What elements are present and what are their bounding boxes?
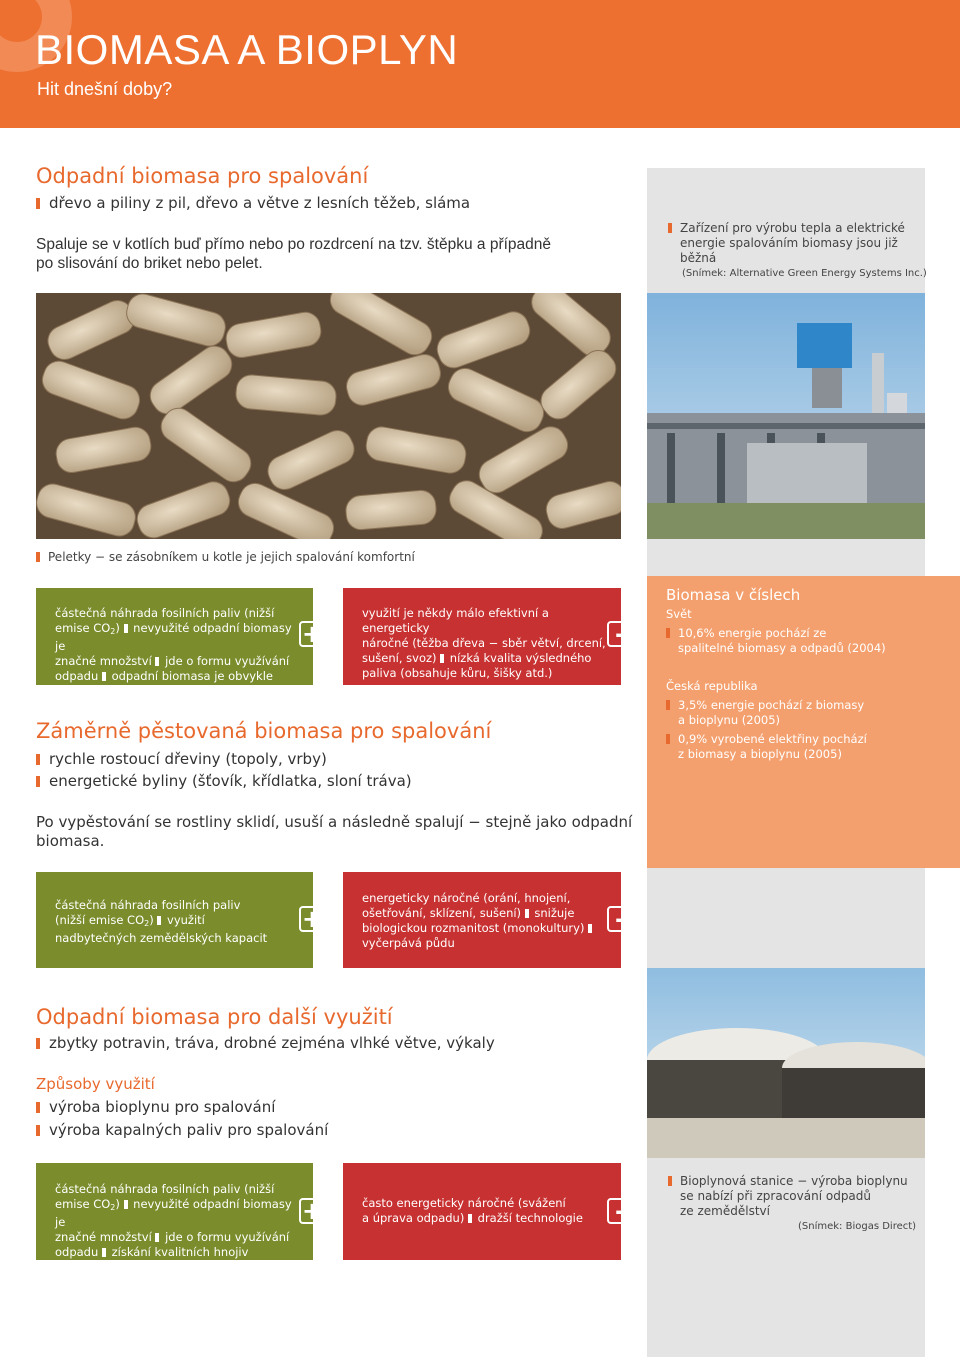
section-heading-waste-other: Odpadní biomasa pro další využití	[36, 1005, 393, 1029]
plant-photo-caption: Zařízení pro výrobu tepla a elektrické energie spalováním biomasy jsou již běžná	[668, 221, 928, 266]
stats-item: 0,9% vyrobené elektřiny pochází z biomasy a bioplynu (2005)	[666, 732, 867, 762]
cons-box-grown-biomass: energeticky náročné (orání, hnojení, ošetřování, sklízení, sušení) snižuje biologickou rozmanitost (monokultury) vyčerpává půdu -	[343, 872, 621, 968]
plus-icon: +	[299, 906, 325, 932]
bullet-item: rychle rostoucí dřeviny (topoly, vrby)	[36, 750, 327, 768]
plus-icon: +	[299, 1198, 325, 1224]
subheading-uses: Způsoby využití	[36, 1075, 155, 1093]
bullet-marker	[36, 1038, 40, 1049]
pellets-photo	[36, 293, 621, 539]
section-paragraph: Po vypěstování se rostliny sklidí, usuší a následně spalují − stejně jako odpadní biomasa.	[36, 813, 633, 850]
bullet-marker	[36, 1102, 40, 1113]
stats-cz-label: Česká republika	[666, 679, 758, 693]
bullet-marker	[666, 700, 670, 710]
page-subtitle: Hit dnešní doby?	[37, 79, 173, 99]
bullet-marker	[36, 1125, 40, 1136]
plus-icon: +	[299, 621, 325, 647]
biomass-plant-photo	[647, 293, 925, 539]
pellets-photo-caption: Peletky − se zásobníkem u kotle je jejich spalování komfortní	[36, 550, 415, 565]
bullet-marker	[36, 776, 40, 787]
bullet-item: výroba bioplynu pro spalování	[36, 1098, 275, 1116]
photo-credit: (Snímek: Alternative Green Energy Systems Inc.)	[682, 268, 927, 279]
bullet-marker	[666, 734, 670, 744]
pros-box-grown-biomass: částečná náhrada fosilních paliv (nižší emise $CO_2$) využití nadbytečných zemědělských kapacit +	[36, 872, 313, 968]
minus-icon: -	[607, 906, 633, 932]
stats-item: 3,5% energie pochází z biomasy a bioplynu (2005)	[666, 698, 864, 728]
stats-box	[647, 576, 960, 868]
bullet-marker	[36, 552, 40, 562]
minus-icon: -	[607, 621, 633, 647]
pros-box-waste-biomass: částečná náhrada fosilních paliv (nižší emise $CO_2$) nevyužité odpadní biomasy je značné množství jde o formu využívání odpadu odpadní biomasa je obvykle levná +	[36, 588, 313, 685]
biogas-photo-caption: Bioplynová stanice − výroba bioplynu se nabízí při zpracování odpadů ze zemědělství	[668, 1174, 928, 1219]
section-paragraph: Spaluje se v kotlích buď přímo nebo po rozdrcení na tzv. štěpku a případně po slisování do briket nebo pelet.	[36, 236, 552, 272]
section-heading-grown-biomass: Záměrně pěstovaná biomasa pro spalování	[36, 719, 492, 743]
bullet-marker	[666, 628, 670, 638]
bullet-marker	[36, 754, 40, 765]
bullet-marker	[668, 223, 672, 233]
page-title: BIOMASA A BIOPLYN	[35, 26, 459, 73]
cons-box-waste-biomass: využití je někdy málo efektivní a energeticky náročné (těžba dřeva − sběr větví, drcení, sušení, svoz) nízká kvalita výsledného paliva (obsahuje kůru, šišky atd.) -	[343, 588, 621, 685]
stats-world-label: Svět	[666, 607, 692, 621]
cons-box-other-waste: často energeticky náročné (svážení a úprava odpadu) dražší technologie -	[343, 1163, 621, 1260]
biogas-plant-photo	[647, 968, 925, 1158]
section-heading-waste-biomass: Odpadní biomasa pro spalování	[36, 164, 369, 188]
bullet-item: dřevo a piliny z pil, dřevo a větve z lesních těžeb, sláma	[36, 194, 470, 212]
bullet-item: energetické byliny (šťovík, křídlatka, sloní tráva)	[36, 772, 412, 790]
bullet-marker	[36, 198, 40, 209]
bullet-item: zbytky potravin, tráva, drobné zejména vlhké větve, výkaly	[36, 1034, 495, 1052]
photo-credit: (Snímek: Biogas Direct)	[798, 1221, 917, 1232]
pros-box-other-waste: částečná náhrada fosilních paliv (nižší emise $CO_2$) nevyužité odpadní biomasy je značné množství jde o formu využívání odpadu získání kvalitních hnojiv +	[36, 1163, 313, 1260]
stats-heading: Biomasa v číslech	[666, 586, 801, 604]
header-banner	[0, 0, 960, 128]
bullet-marker	[668, 1176, 672, 1186]
stats-item: 10,6% energie pochází ze spalitelné biomasy a odpadů (2004)	[666, 626, 886, 656]
bullet-item: výroba kapalných paliv pro spalování	[36, 1121, 328, 1139]
minus-icon: -	[607, 1198, 633, 1224]
